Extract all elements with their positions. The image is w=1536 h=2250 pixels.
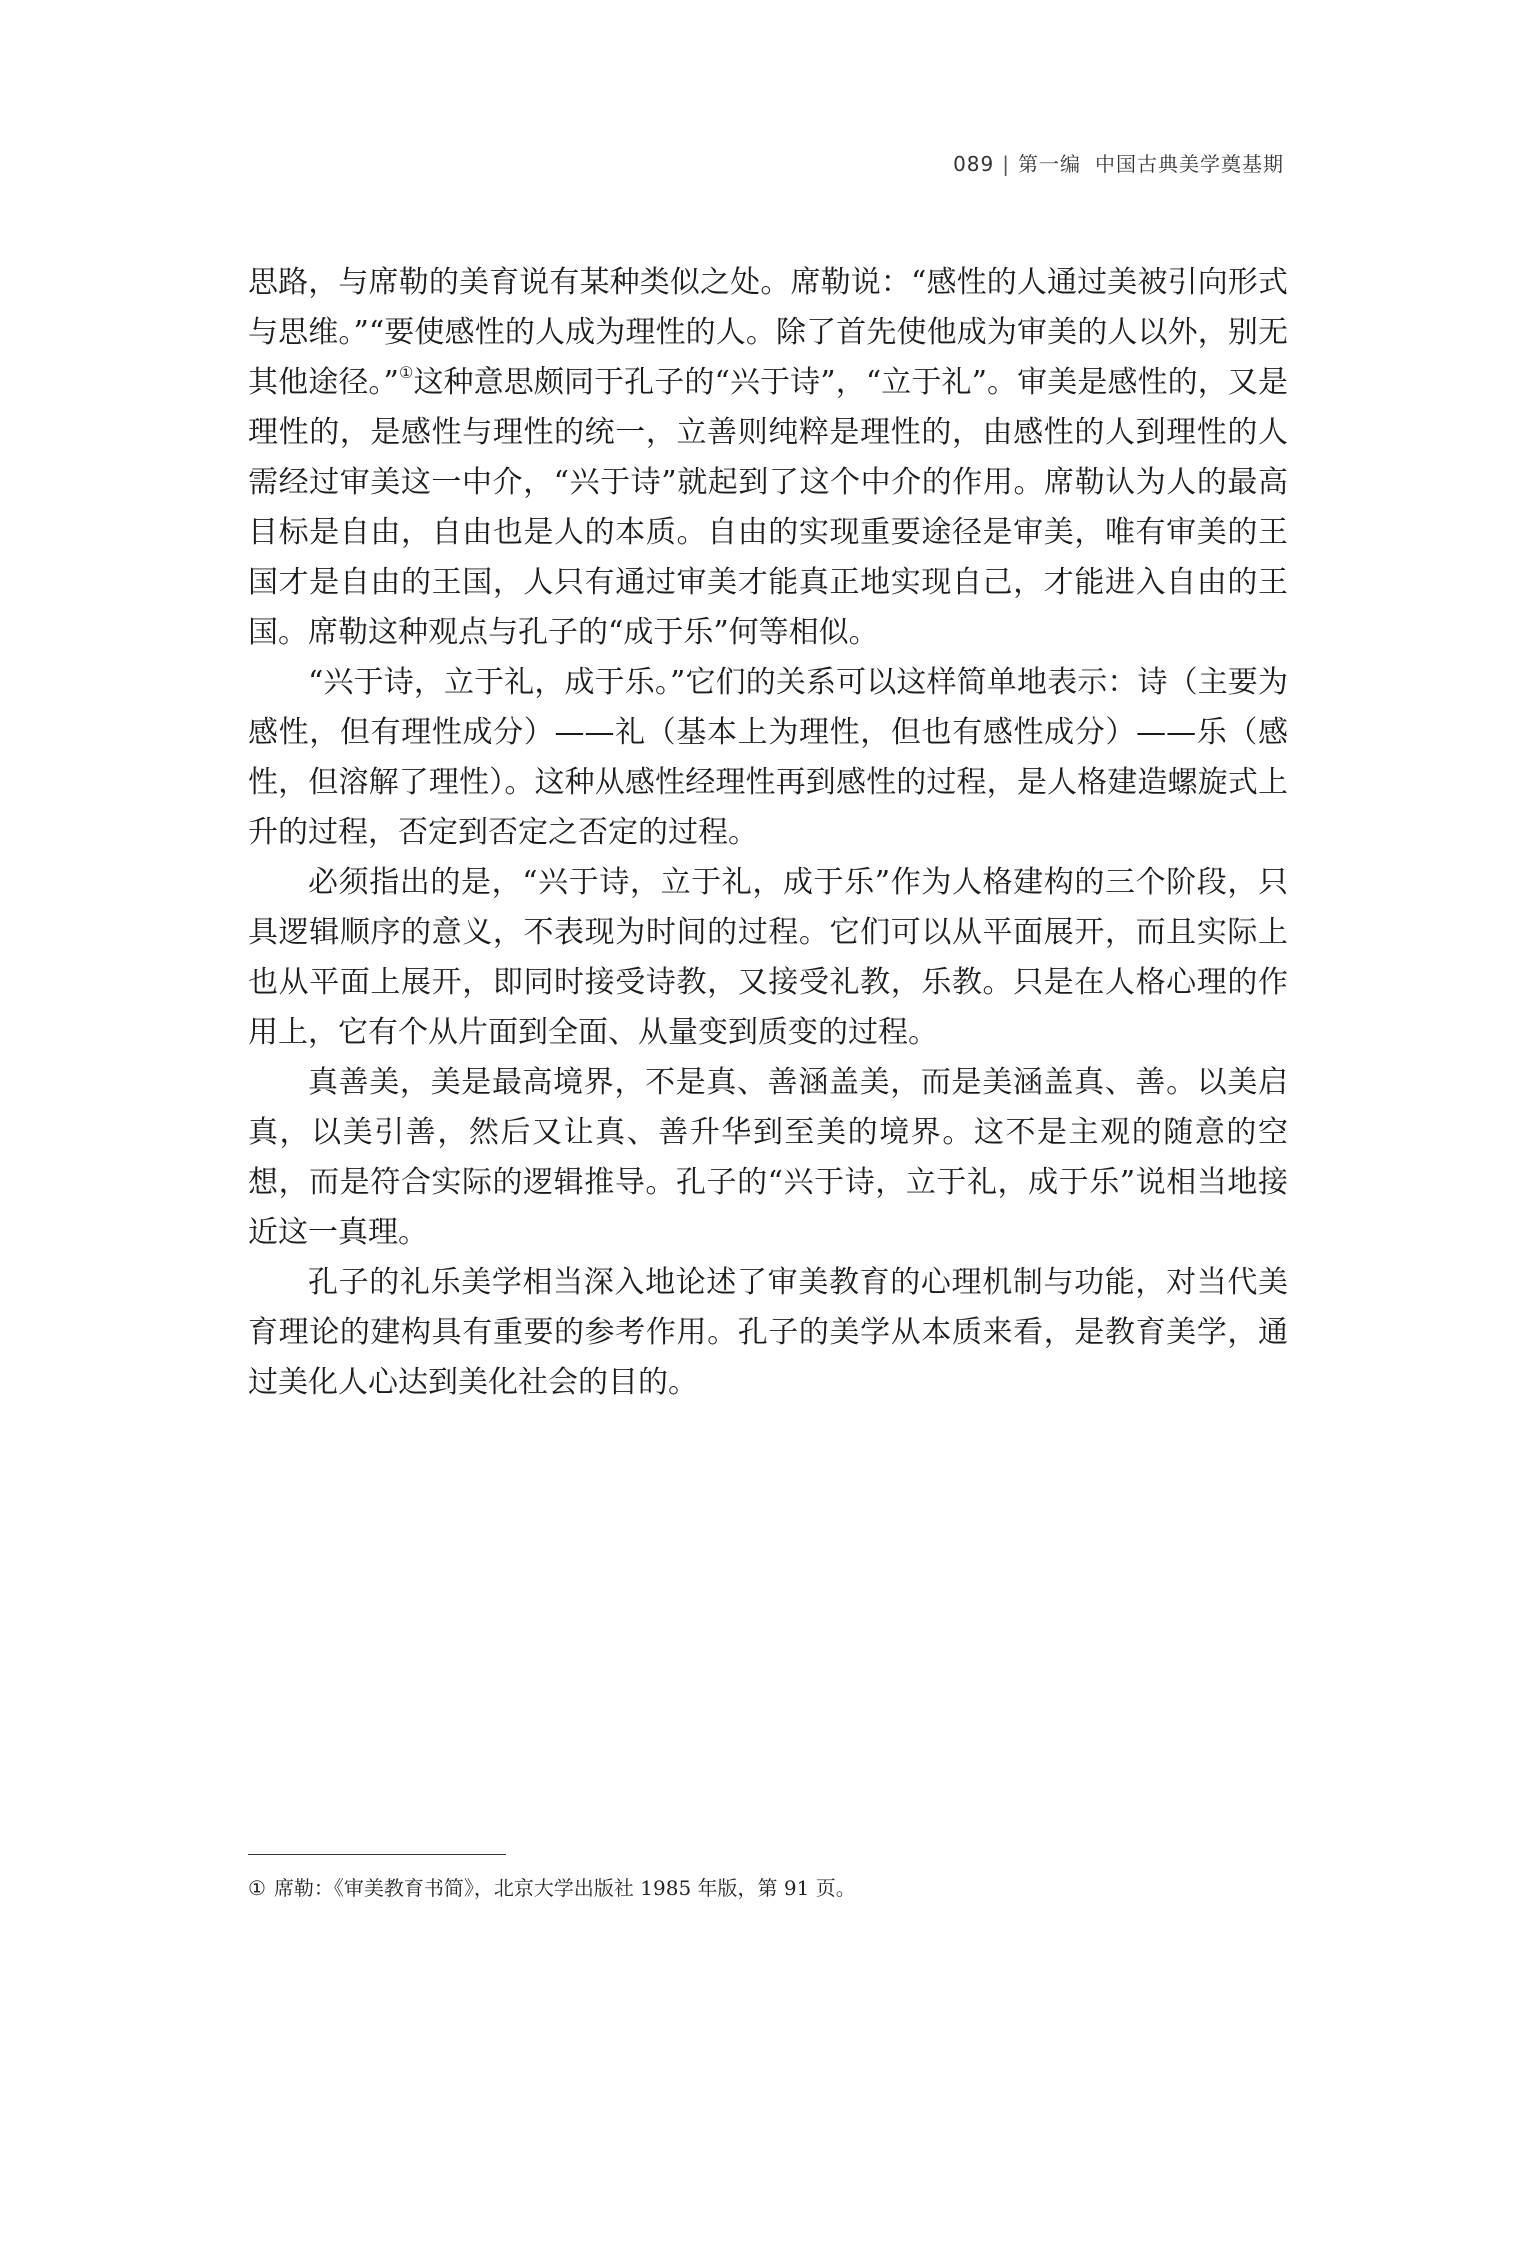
section-title: 中国古典美学奠基期 bbox=[1095, 152, 1284, 176]
paragraph bbox=[248, 258, 1288, 658]
paragraph: 必须指出的是，“兴于诗，立于礼，成于乐”作为人格建构的三个阶段，只具逻辑顺序的意义，不表现为时间的过程。它们可以从平面展开，而且实际上也从平面上展开，即同时接受诗教，又接受礼教，乐教。只是在人格心理的作用上，它有个从片面到全面、从量变到质变的过程。 bbox=[248, 865, 1288, 1050]
footnote bbox=[248, 1872, 856, 1901]
footnote-text: 席勒：《审美教育书简》，北京大学出版社 1985 年版，第 91 页。 bbox=[273, 1876, 856, 1900]
paragraph-text: 这种意思颇同于孔子的“兴于诗”，“立于礼”。审美是感性的，又是理性的，是感性与理性的统一，立善则纯粹是理性的，由感性的人到理性的人需经过审美这一中介，“兴于诗”就起到了这个中介的作用。席勒认为人的最高目标是自由，自由也是人的本质。自由的实现重要途径是审美，唯有审美的王国才是自由的王国，人只有通过审美才能真正地实现自己，才能进入自由的王国。席勒这种观点与孔子的“成于乐”何等相似。 bbox=[248, 365, 1288, 650]
paragraph-text: 思路，与席勒的美育说有某种类似之处。席勒说：“感性的人通过美被引向形式与思维。”“要使感性的人成为理性的人。除了首先使他成为审美的人以外，别无其他途径。” bbox=[248, 265, 1288, 400]
body-text bbox=[248, 258, 1288, 1408]
footnote-mark: ① bbox=[248, 1876, 266, 1900]
paragraph: 真善美，美是最高境界，不是真、善涵盖美，而是美涵盖真、善。以美启真，以美引善，然后又让真、善升华到至美的境界。这不是主观的随意的空想，而是符合实际的逻辑推导。孔子的“兴于诗，立于礼，成于乐”说相当地接近这一真理。 bbox=[248, 1065, 1288, 1250]
paragraph: “兴于诗，立于礼，成于乐。”它们的关系可以这样简单地表示：诗（主要为感性，但有理性成分）——礼（基本上为理性，但也有感性成分）——乐（感性，但溶解了理性）。这种从感性经理性再到感性的过程，是人格建造螺旋式上升的过程，否定到否定之否定的过程。 bbox=[248, 665, 1288, 850]
paragraph: 孔子的礼乐美学相当深入地论述了审美教育的心理机制与功能，对当代美育理论的建构具有重要的参考作用。孔子的美学从本质来看，是教育美学，通过美化人心达到美化社会的目的。 bbox=[248, 1265, 1288, 1400]
footnote-divider bbox=[248, 1854, 506, 1855]
part-title: 第一编 bbox=[1018, 152, 1081, 176]
footnote-reference[interactable]: ① bbox=[398, 363, 414, 382]
header-separator: | bbox=[1002, 152, 1010, 176]
running-header bbox=[953, 148, 1284, 177]
page-number: 089 bbox=[953, 152, 995, 176]
